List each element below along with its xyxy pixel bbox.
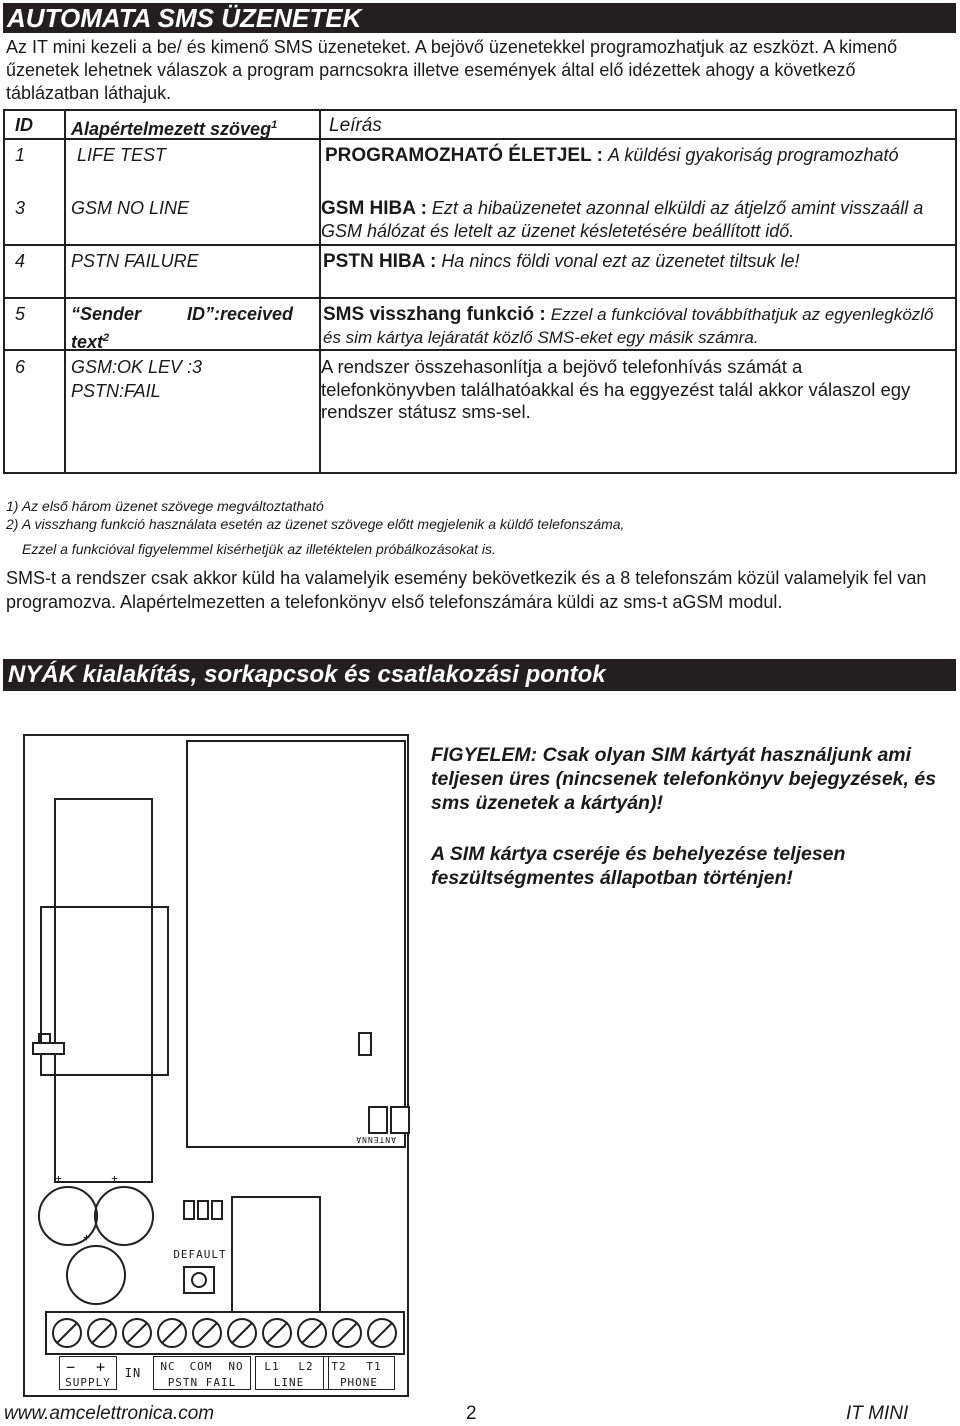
terminal-screw[interactable] [157, 1318, 187, 1348]
row-default-text-a: GSM:OK LEV :3 [71, 357, 203, 377]
sim-replace-warning: A SIM kártya cseréje és behelyezése teljesen feszültségmentes állapotban történjen! [431, 843, 846, 889]
row-id: 6 [15, 357, 26, 377]
sms-messages-table [3, 109, 957, 474]
gsm-jumper [358, 1032, 372, 1056]
footnote-2: 2) A visszhang funkció használata esetén az üzenet szövege előtt megjelenik a küldő telefonszáma, [6, 516, 625, 532]
header-default-text: Alapértelmezett szöveg$^1$ [71, 119, 278, 139]
group-label-phone: PHONE [339, 1376, 379, 1389]
terminal-label: IN [124, 1366, 142, 1380]
capacitor-2 [94, 1186, 154, 1246]
terminal-screw[interactable] [227, 1318, 257, 1348]
header-description: Leírás [329, 115, 382, 136]
plus-mark: + [111, 1172, 119, 1185]
group-label-line: LINE [273, 1376, 305, 1389]
led-2 [197, 1200, 209, 1220]
sms-sending-paragraph: SMS-t a rendszer csak akkor küld ha valamelyik esemény bekövetkezik és a 8 telefonszám közül valamelyik fel van programozva. Alapértelmezetten a telefonkönyv első telefonszámára küldi az sms-t aGSM modul. [6, 568, 927, 612]
row-description: PROGRAMOZHATÓ ÉLETJEL : A küldési gyakoriság programozható [325, 145, 899, 166]
terminal-label: L1 [264, 1360, 280, 1373]
row-default-text-b: PSTN:FAIL [71, 381, 161, 401]
footer-model: IT MINI [846, 1403, 909, 1424]
row-description: SMS visszhang funkció : Ezzel a funkcióval továbbíthatjuk az egyenlegközlő és sim kártya lejáratát közlő SMS-eket egy másik számra. [323, 304, 934, 347]
row-default-text: GSM NO LINE [71, 198, 190, 218]
antenna-label: ANTENNA [355, 1135, 396, 1144]
row-id: 4 [15, 251, 26, 271]
section-title-pcb: NYÁK kialakítás, sorkapcsok és csatlakozási pontok [3, 659, 956, 691]
terminal-label: T2 [331, 1360, 347, 1373]
page-number: 2 [466, 1403, 477, 1424]
intro-paragraph: Az IT mini kezeli a be/ és kimenő SMS üzeneteket. A bejövő üzenetekkel programozhatjuk az eszközt. A kimenő űzenetek lehetnek válaszok a program parncsokra illetve események által elő idézettek ahogy a következő táblázatban láthajuk. [6, 37, 898, 103]
section-title-sms: AUTOMATA SMS ÜZENETEK [3, 3, 956, 33]
row-description: PSTN HIBA : Ha nincs földi vonal ezt az üzenetet tiltsuk le! [323, 251, 800, 272]
row-id: 3 [15, 198, 26, 218]
sim-warning: FIGYELEM: Csak olyan SIM kártyát használjunk ami teljesen üres (nincsenek telefonkönyv bejegyzések, és sms üzenetek a kártyán)! [431, 744, 937, 814]
terminal-screw[interactable] [367, 1318, 397, 1348]
row-default-text: LIFE TEST [77, 145, 167, 165]
terminal-screw[interactable] [87, 1318, 117, 1348]
terminal-screw[interactable] [262, 1318, 292, 1348]
footnote-1: 1) Az első három üzenet szövege megváltoztatható [6, 498, 324, 514]
plus-mark: + [55, 1172, 63, 1185]
footer-url: www.amcelettronica.com [4, 1403, 215, 1424]
row-id: 5 [15, 304, 26, 324]
terminal-screw[interactable] [192, 1318, 222, 1348]
led-1 [183, 1200, 195, 1220]
row-default-text-b: ID”:received [187, 304, 294, 324]
header-id: ID [15, 115, 33, 135]
terminal-screw[interactable] [332, 1318, 362, 1348]
row-default-text: PSTN FAILURE [71, 251, 199, 271]
antenna-connector-a [368, 1106, 388, 1134]
terminal-label: COM [189, 1360, 213, 1373]
terminal-label: NO [228, 1360, 244, 1373]
antenna-connector-b [390, 1106, 410, 1134]
terminal-screw[interactable] [297, 1318, 327, 1348]
capacitor-3 [66, 1245, 126, 1305]
pcb-jumper-2 [32, 1042, 65, 1055]
group-label-pstn-fail: PSTN FAIL [167, 1376, 237, 1389]
terminal-label: T1 [366, 1360, 382, 1373]
terminal-label: − [65, 1358, 77, 1376]
row-description: GSM HIBA : Ezt a hibaüzenetet azonnal elküldi az átjelző amint visszaáll a GSM hálózat és letelt az üzenet késletetésére beállított idő. [321, 198, 924, 241]
plus-mark: + [83, 1231, 91, 1244]
pcb-diagram [23, 734, 409, 1397]
default-button[interactable] [183, 1266, 215, 1294]
row-default-text-c: text$^2$ [71, 332, 110, 352]
led-3 [211, 1200, 223, 1220]
gsm-module [186, 740, 406, 1148]
footnote-2b: Ezzel a funkcióval figyelemmel kisérhetjük az illetéktelen próbálkozásokat is. [22, 541, 496, 557]
terminal-screw[interactable] [52, 1318, 82, 1348]
terminal-label: L2 [298, 1360, 314, 1373]
default-label: DEFAULT [173, 1248, 227, 1261]
terminal-label: NC [160, 1360, 176, 1373]
terminal-screw[interactable] [122, 1318, 152, 1348]
row-default-text-a: “Sender [71, 304, 142, 324]
terminal-label: + [95, 1358, 107, 1376]
row-id: 1 [15, 145, 26, 165]
group-label-supply: SUPPLY [65, 1376, 111, 1389]
row-description: A rendszer összehasonlítja a bejövő telefonhívás számát a telefonkönyvben találhatóakkal és ha eggyezést talál akkor válaszol egy rendszer státusz sms-sel. [321, 356, 911, 422]
